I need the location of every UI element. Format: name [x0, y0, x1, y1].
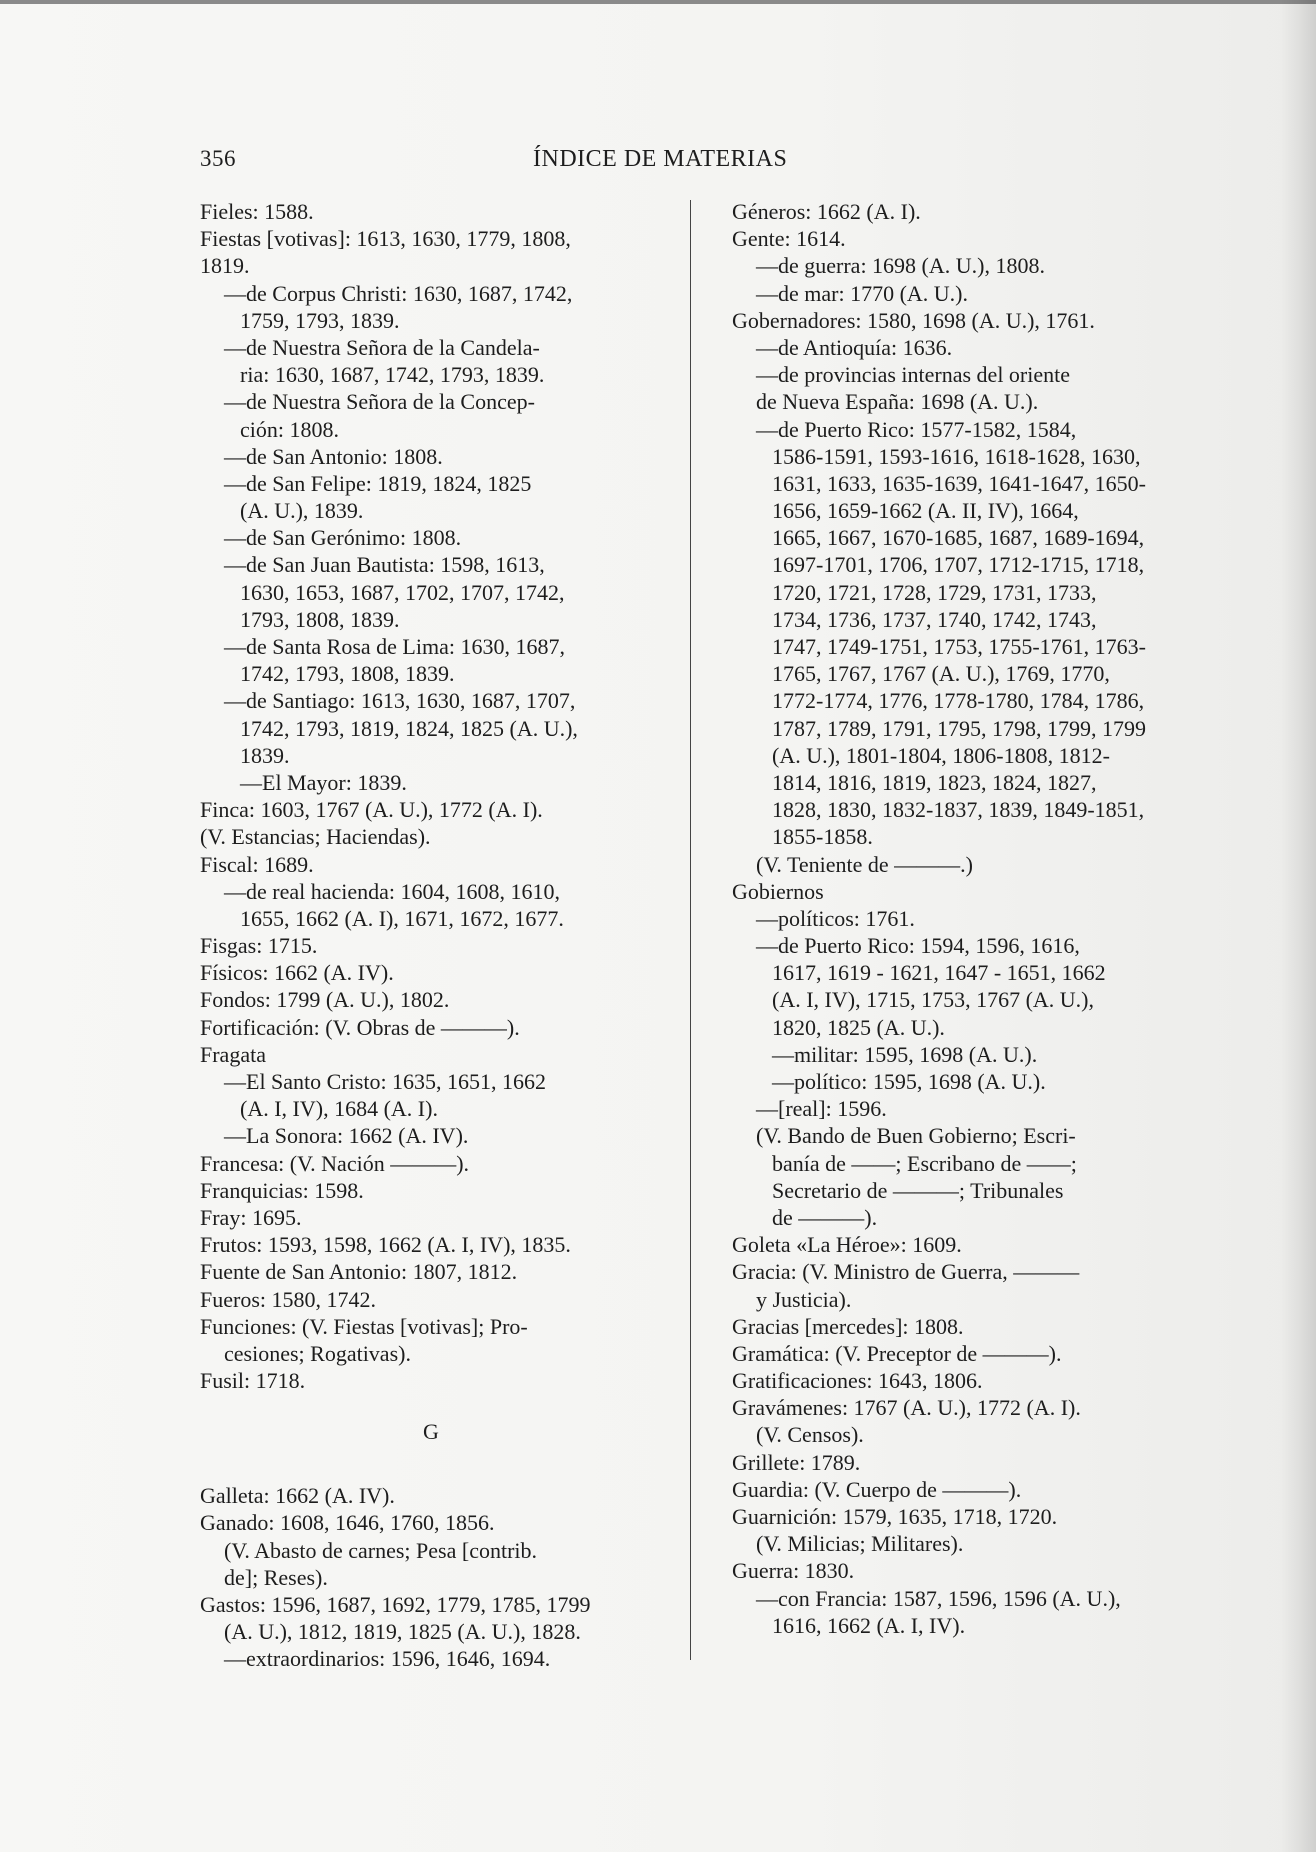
- index-continuation-right: 1665, 1667, 1670-1685, 1687, 1689-1694,: [772, 525, 1145, 551]
- column-divider: [690, 200, 691, 1660]
- index-subentry-right: (V. Teniente de ———.): [756, 851, 973, 877]
- index-entry-left: Fiestas [votivas]: 1613, 1630, 1779, 1808,: [200, 226, 571, 252]
- index-entry-left: Fondos: 1799 (A. U.), 1802.: [200, 987, 450, 1013]
- index-subentry-right: (V. Bando de Buen Gobierno; Escri-: [756, 1123, 1076, 1149]
- page-right-shadow: [1280, 0, 1316, 1852]
- index-continuation-right: 1820, 1825 (A. U.).: [772, 1014, 945, 1040]
- index-subentry-left: —de San Felipe: 1819, 1824, 1825: [224, 470, 532, 496]
- index-entry-left: Fieles: 1588.: [200, 199, 314, 224]
- index-subentry-left: —de San Antonio: 1808.: [224, 443, 443, 469]
- index-continuation-right: 1631, 1633, 1635-1639, 1641-1647, 1650-: [772, 470, 1146, 496]
- index-continuation-right: 1828, 1830, 1832-1837, 1839, 1849-1851,: [772, 797, 1145, 823]
- index-subentry-right: —de Puerto Rico: 1594, 1596, 1616,: [756, 933, 1080, 959]
- index-subentry-right: —[real]: 1596.: [756, 1096, 887, 1122]
- index-subentry-right: —de Puerto Rico: 1577-1582, 1584,: [756, 416, 1077, 442]
- index-entry-right: Guardia: (V. Cuerpo de ———).: [732, 1476, 1022, 1502]
- index-subentry-left: de]; Reses).: [224, 1564, 328, 1590]
- index-entry-left: Gastos: 1596, 1687, 1692, 1779, 1785, 1799: [200, 1592, 591, 1617]
- index-entry-left: Fuente de San Antonio: 1807, 1812.: [200, 1259, 518, 1285]
- index-entry-left: Frutos: 1593, 1598, 1662 (A. I, IV), 1835.: [200, 1232, 571, 1258]
- index-subentry-left: —de Santiago: 1613, 1630, 1687, 1707,: [224, 688, 576, 714]
- index-subentry-right: —de provincias internas del oriente: [756, 362, 1071, 388]
- index-entry-right: Gracia: (V. Ministro de Guerra, ———: [732, 1259, 1080, 1285]
- index-entry-right: Gratificaciones: 1643, 1806.: [732, 1368, 983, 1394]
- index-continuation-right: 1697-1701, 1706, 1707, 1712-1715, 1718,: [772, 552, 1145, 578]
- index-entry-left: (V. Estancias; Haciendas).: [200, 824, 431, 850]
- page-header: [200, 146, 1195, 178]
- index-continuation-right: Secretario de ———; Tribunales: [772, 1177, 1064, 1203]
- index-continuation-right: banía de ——; Escribano de ——;: [772, 1150, 1077, 1176]
- index-column-right: [732, 198, 1196, 1639]
- index-subentry-left: cesiones; Rogativas).: [224, 1340, 411, 1366]
- running-title: ÍNDICE DE MATERIAS: [533, 146, 788, 172]
- index-continuation-right: 1656, 1659-1662 (A. II, IV), 1664,: [772, 498, 1079, 524]
- index-entry-left: Físicos: 1662 (A. IV).: [200, 960, 394, 986]
- index-entry-right: Gramática: (V. Preceptor de ———).: [732, 1340, 1062, 1366]
- index-continuation-right: 1772-1774, 1776, 1778-1780, 1784, 1786,: [772, 688, 1145, 714]
- index-continuation-right: 1616, 1662 (A. I, IV).: [772, 1612, 966, 1638]
- index-continuation-right: —militar: 1595, 1698 (A. U.).: [772, 1041, 1038, 1067]
- index-subentry-left: (A. U.), 1812, 1819, 1825 (A. U.), 1828.: [224, 1619, 581, 1645]
- index-entry-right: Goleta «La Héroe»: 1609.: [732, 1232, 962, 1258]
- index-continuation-right: 1617, 1619 - 1621, 1647 - 1651, 1662: [772, 960, 1106, 986]
- index-continuation-right: 1720, 1721, 1728, 1729, 1731, 1733,: [772, 579, 1097, 605]
- index-continuation-right: (A. U.), 1801-1804, 1806-1808, 1812-: [772, 742, 1110, 768]
- index-subentry-left: —extraordinarios: 1596, 1646, 1694.: [224, 1646, 551, 1672]
- index-continuation-left: 1793, 1808, 1839.: [240, 606, 400, 632]
- index-column-left: [200, 198, 662, 1673]
- index-entry-left: 1819.: [200, 253, 250, 279]
- index-continuation-right: 1586-1591, 1593-1616, 1618-1628, 1630,: [772, 443, 1141, 469]
- index-continuation-left: 1655, 1662 (A. I), 1671, 1672, 1677.: [240, 905, 564, 931]
- index-entry-left: Fortificación: (V. Obras de ———).: [200, 1014, 520, 1040]
- index-entry-right: Gravámenes: 1767 (A. U.), 1772 (A. I).: [732, 1395, 1081, 1421]
- index-entry-left: Galleta: 1662 (A. IV).: [200, 1483, 395, 1509]
- index-entry-left: Fusil: 1718.: [200, 1368, 306, 1394]
- index-subentry-right: —con Francia: 1587, 1596, 1596 (A. U.),: [756, 1585, 1121, 1611]
- index-subentry-left: —de San Juan Bautista: 1598, 1613,: [224, 552, 545, 578]
- index-continuation-right: 1787, 1789, 1791, 1795, 1798, 1799, 1799: [772, 715, 1146, 741]
- index-continuation-left: —El Mayor: 1839.: [240, 769, 407, 795]
- index-entry-left: Fueros: 1580, 1742.: [200, 1286, 376, 1312]
- index-continuation-left: ción: 1808.: [240, 416, 339, 442]
- index-subentry-right: —de guerra: 1698 (A. U.), 1808.: [756, 253, 1045, 279]
- index-subentry-right: (V. Milicias; Militares).: [756, 1531, 964, 1557]
- index-subentry-left: —de San Gerónimo: 1808.: [224, 525, 462, 551]
- index-entry-left: Funciones: (V. Fiestas [votivas]; Pro-: [200, 1313, 528, 1339]
- index-continuation-left: ria: 1630, 1687, 1742, 1793, 1839.: [240, 362, 545, 388]
- index-continuation-left: 1742, 1793, 1819, 1824, 1825 (A. U.),: [240, 715, 578, 741]
- index-entry-right: Gracias [mercedes]: 1808.: [732, 1313, 964, 1339]
- index-entry-right: Gente: 1614.: [732, 226, 846, 252]
- index-entry-left: Fiscal: 1689.: [200, 851, 314, 877]
- index-entry-right: Guarnición: 1579, 1635, 1718, 1720.: [732, 1504, 1058, 1529]
- index-entry-right: Gobernadores: 1580, 1698 (A. U.), 1761.: [732, 307, 1095, 333]
- index-continuation-right: de ———).: [772, 1204, 878, 1230]
- index-subentry-left: (V. Abasto de carnes; Pesa [contrib.: [224, 1537, 538, 1563]
- index-entry-left: Fragata: [200, 1041, 266, 1067]
- index-entry-right: Grillete: 1789.: [732, 1449, 861, 1475]
- index-continuation-right: 1855-1858.: [772, 824, 873, 850]
- index-entry-left: Finca: 1603, 1767 (A. U.), 1772 (A. I).: [200, 797, 543, 823]
- index-subentry-right: —políticos: 1761.: [756, 905, 915, 931]
- index-continuation-left: 1630, 1653, 1687, 1702, 1707, 1742,: [240, 579, 565, 605]
- index-entry-right: Géneros: 1662 (A. I).: [732, 199, 921, 224]
- index-continuation-right: —político: 1595, 1698 (A. U.).: [772, 1069, 1046, 1094]
- index-entry-left: Ganado: 1608, 1646, 1760, 1856.: [200, 1510, 495, 1536]
- index-entry-left: Franquicias: 1598.: [200, 1177, 364, 1203]
- index-subentry-left: —de real hacienda: 1604, 1608, 1610,: [224, 878, 561, 904]
- section-heading-left: G: [423, 1419, 439, 1445]
- index-subentry-left: —de Santa Rosa de Lima: 1630, 1687,: [224, 634, 565, 659]
- index-continuation-right: 1747, 1749-1751, 1753, 1755-1761, 1763-: [772, 634, 1146, 659]
- index-entry-left: Fisgas: 1715.: [200, 933, 318, 959]
- index-entry-right: Guerra: 1830.: [732, 1558, 855, 1584]
- index-subentry-right: (V. Censos).: [756, 1422, 864, 1448]
- index-continuation-left: (A. U.), 1839.: [240, 498, 364, 524]
- index-subentry-left: —La Sonora: 1662 (A. IV).: [224, 1123, 469, 1149]
- index-subentry-left: —de Corpus Christi: 1630, 1687, 1742,: [224, 280, 573, 306]
- index-entry-left: Fray: 1695.: [200, 1204, 302, 1230]
- index-continuation-left: 1839.: [240, 742, 290, 768]
- index-subentry-right: de Nueva España: 1698 (A. U.).: [756, 389, 1039, 415]
- index-subentry-left: —de Nuestra Señora de la Concep-: [224, 389, 535, 415]
- index-entry-left: Francesa: (V. Nación ———).: [200, 1150, 470, 1176]
- index-subentry-right: —de Antioquía: 1636.: [756, 334, 953, 360]
- index-subentry-right: —de mar: 1770 (A. U.).: [756, 280, 969, 306]
- index-subentry-left: —de Nuestra Señora de la Candela-: [224, 334, 540, 360]
- index-continuation-right: 1814, 1816, 1819, 1823, 1824, 1827,: [772, 769, 1097, 795]
- index-continuation-right: 1734, 1736, 1737, 1740, 1742, 1743,: [772, 606, 1097, 632]
- index-continuation-right: (A. I, IV), 1715, 1753, 1767 (A. U.),: [772, 987, 1095, 1013]
- index-continuation-left: 1759, 1793, 1839.: [240, 307, 400, 333]
- index-continuation-left: (A. I, IV), 1684 (A. I).: [240, 1096, 438, 1122]
- index-subentry-left: —El Santo Cristo: 1635, 1651, 1662: [224, 1069, 547, 1094]
- page-top-edge: [0, 0, 1316, 4]
- index-entry-right: Gobiernos: [732, 878, 824, 904]
- page-number: 356: [200, 146, 236, 171]
- index-continuation-right: 1765, 1767, 1767 (A. U.), 1769, 1770,: [772, 661, 1110, 687]
- index-subentry-right: y Justicia).: [756, 1286, 852, 1312]
- index-continuation-left: 1742, 1793, 1808, 1839.: [240, 661, 455, 687]
